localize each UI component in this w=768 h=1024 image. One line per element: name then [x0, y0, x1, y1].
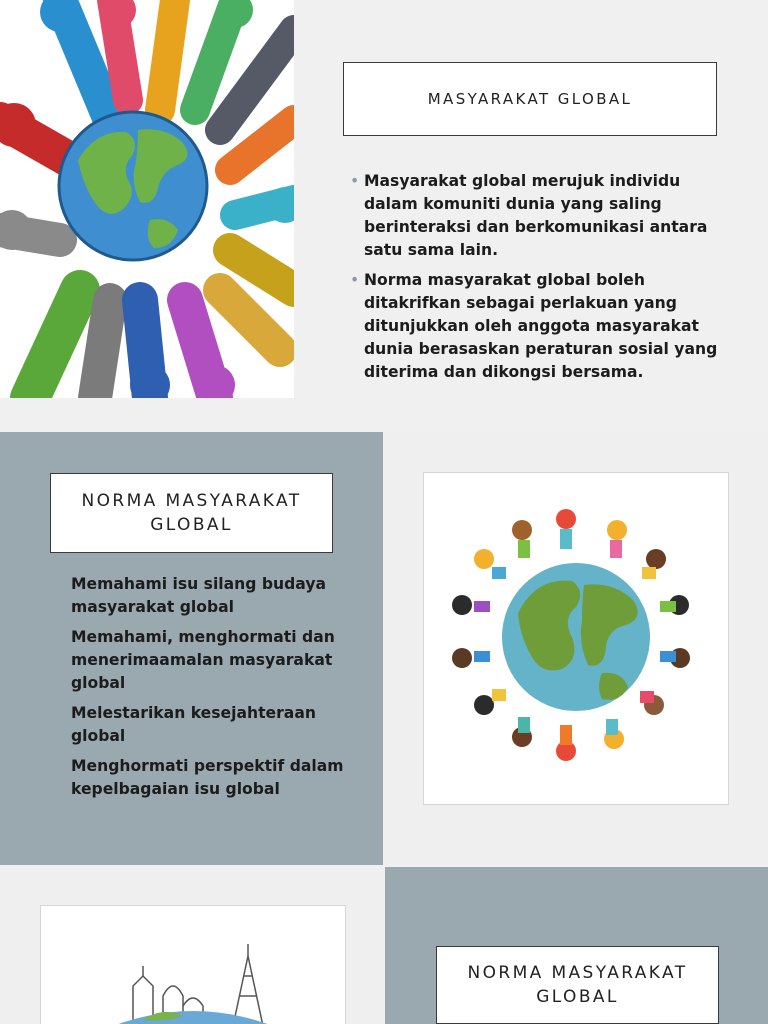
slide1-bullet-list [350, 170, 718, 391]
slide2-title-line2: GLOBAL [150, 515, 233, 535]
slide2-image-frame [423, 472, 729, 805]
slide2-item-1: Memahami isu silang budaya masyarakat global [71, 575, 327, 616]
slide1-title [343, 62, 717, 136]
slide1-bullet-2: • Norma masyarakat global boleh ditakrifkan sebagai perlakuan yang ditunjukkan oleh anggota masyarakat dunia berasaskan peraturan sosial yang diterima dan dikongsi bersama. [350, 269, 718, 384]
slide2-item-2: Memahami, menghormati dan menerimaamalan masyarakat global [71, 628, 335, 692]
slide3-image-frame [40, 905, 346, 1024]
slide2-item-4: Menghormati perspektif dalam kepelbagaian isu global [71, 757, 344, 798]
slide-norma-masyarakat-global-2 [0, 865, 768, 1024]
slide3-title-line2: GLOBAL [536, 987, 619, 1007]
slide2-title [50, 473, 333, 553]
slide2-title-line1: NORMA MASYARAKAT [81, 491, 302, 511]
slide2-norm-list [71, 573, 351, 808]
hands-around-globe-icon [0, 0, 294, 398]
slide2-item-3: Melestarikan kesejahteraan global [71, 704, 316, 745]
slide-masyarakat-global [0, 0, 768, 432]
slide1-title-text: MASYARAKAT GLOBAL [427, 90, 633, 108]
slide-norma-masyarakat-global [0, 432, 768, 865]
slide1-bullet-1: • Masyarakat global merujuk individu dalam komuniti dunia yang saling berinteraksi dan berkomunikasi antara satu sama lain. [350, 170, 718, 262]
world-landmarks-icon [53, 916, 335, 1024]
children-around-globe-icon [434, 483, 718, 794]
slide3-title-line1: NORMA MASYARAKAT [467, 963, 688, 983]
slide3-title [436, 946, 719, 1024]
